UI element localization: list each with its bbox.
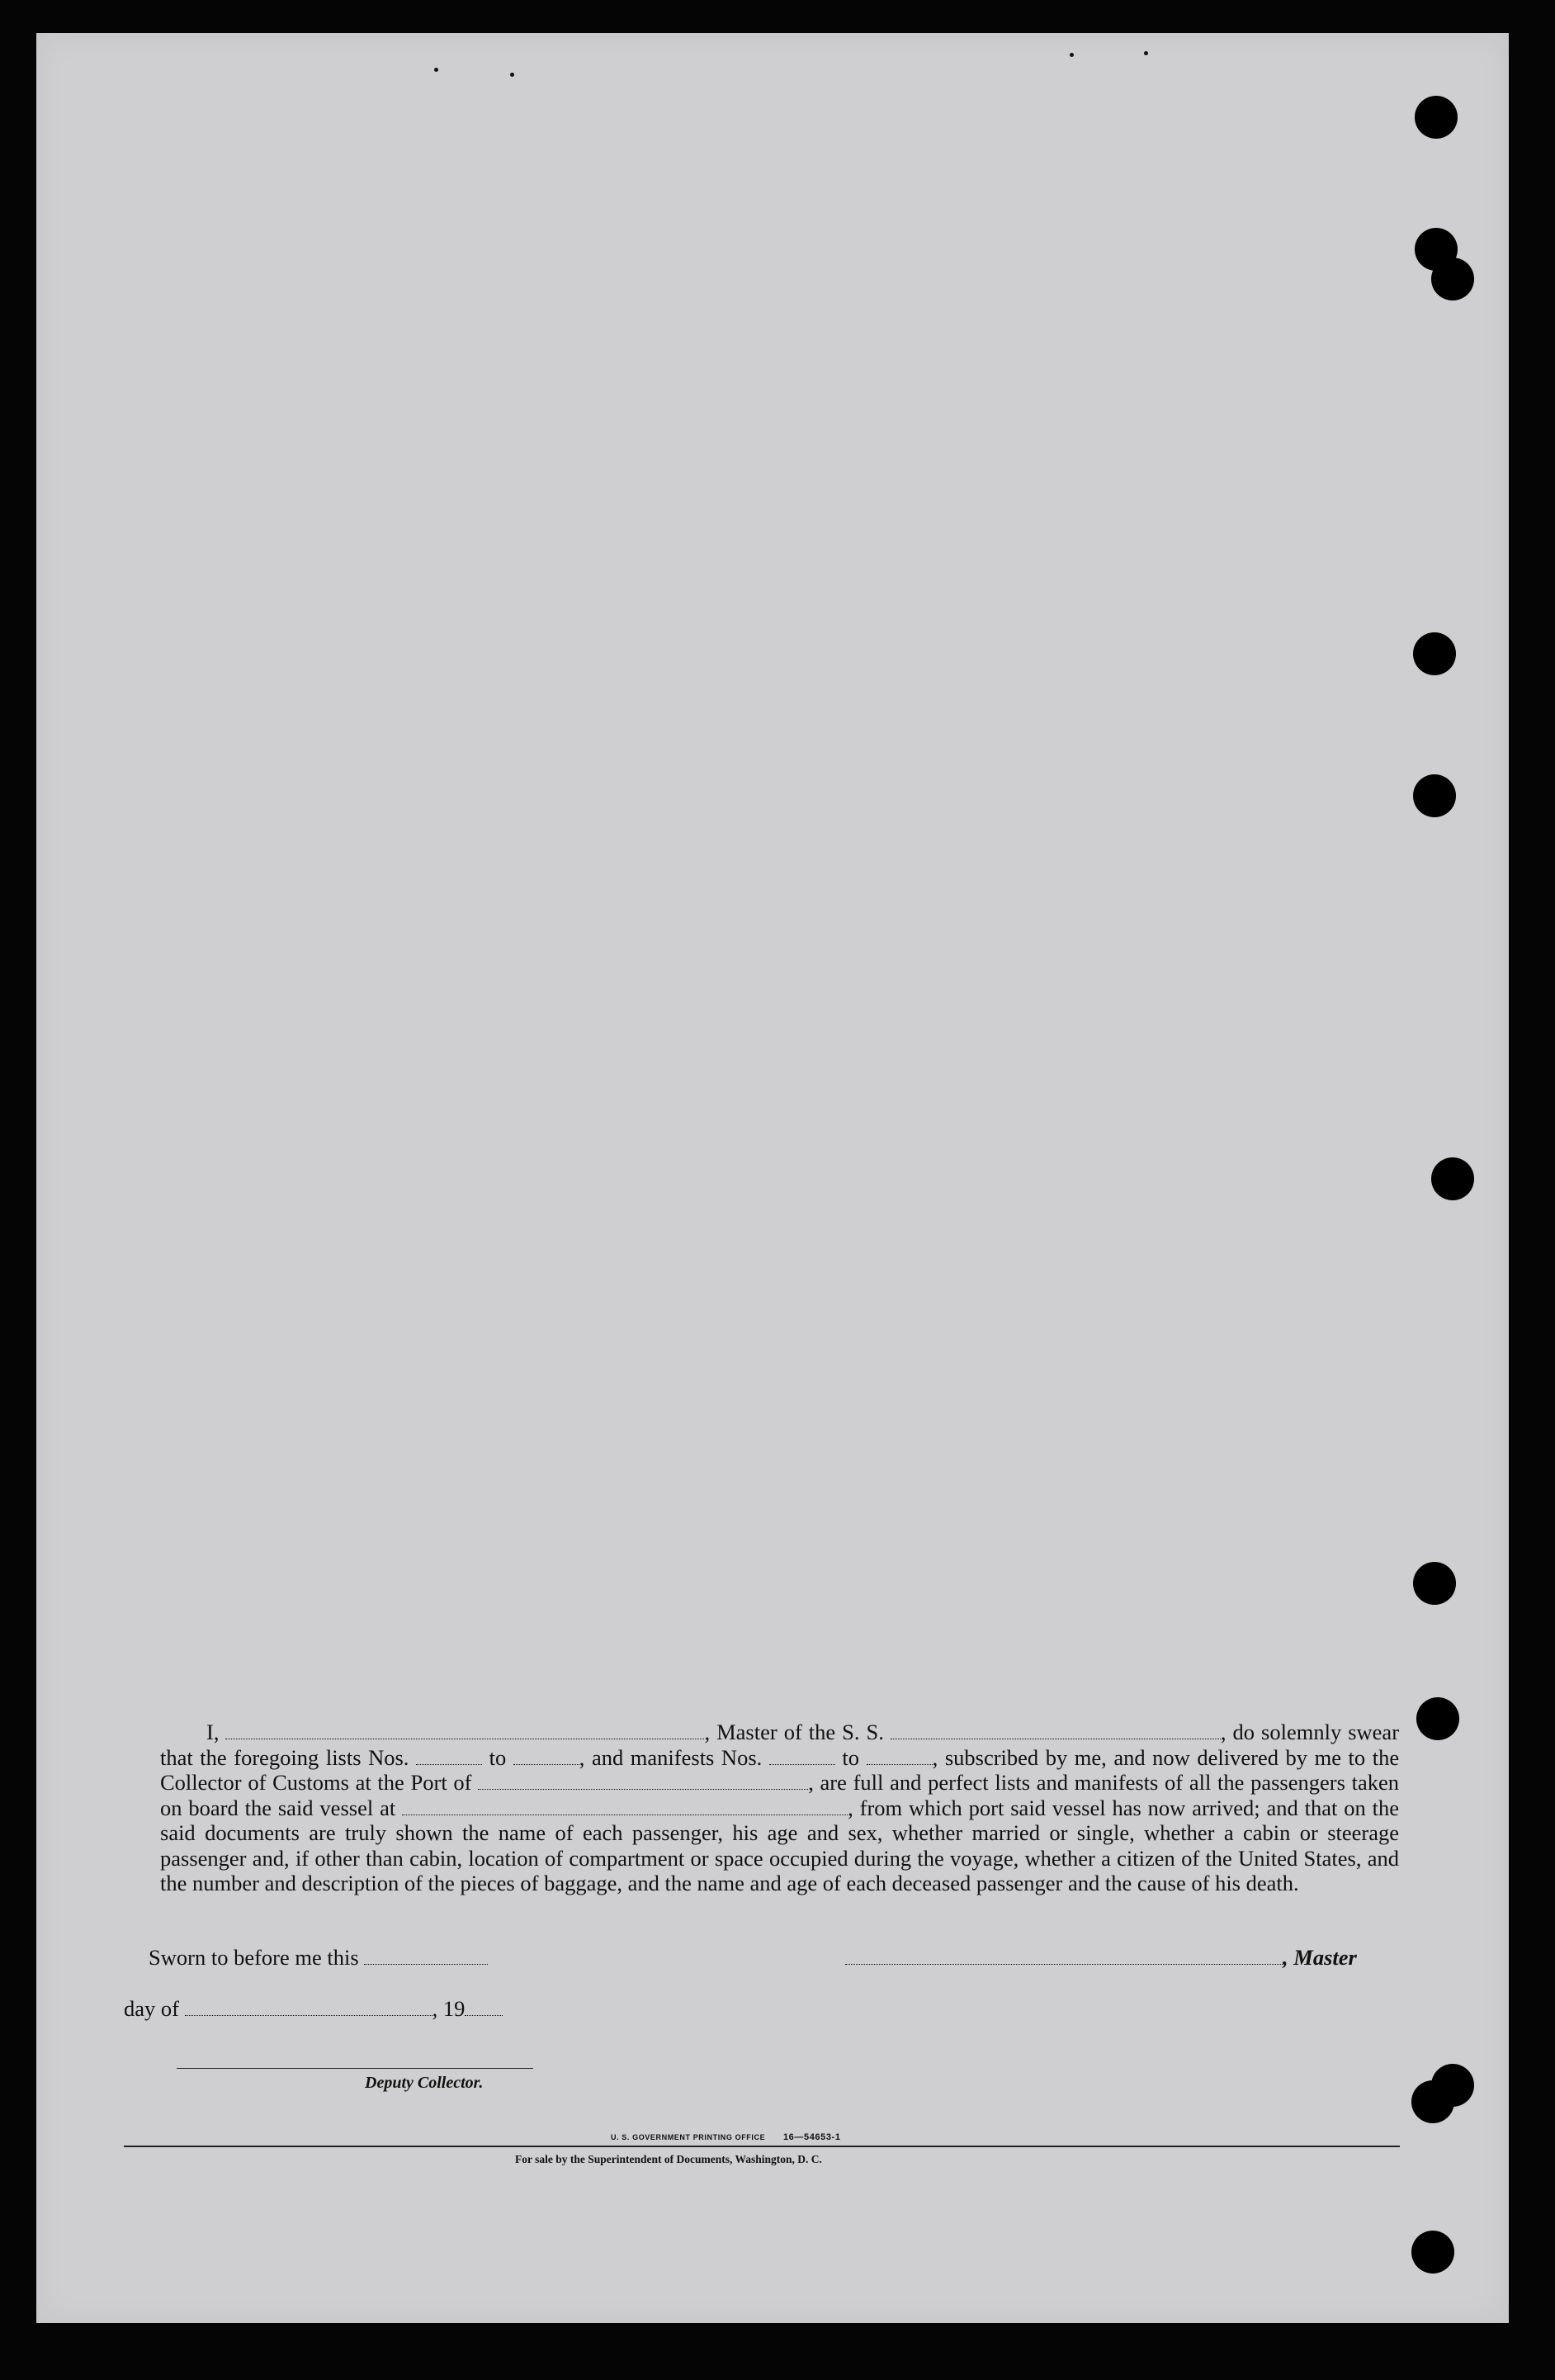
oath-do-solemnly: , do solemnly (1220, 1720, 1342, 1744)
punch-hole-11 (1411, 2231, 1454, 2274)
punch-hole-7 (1413, 1562, 1456, 1605)
oath-manifests-of: manifests of all the passengers taken on board the said vessel at (160, 1770, 1400, 1820)
punch-hole-10 (1411, 2080, 1454, 2123)
punch-hole-4 (1413, 632, 1456, 675)
oath-body: port said vessel has now arrived; and that on the said documents are truly shown the name of each passenger, his age and sex, whether married or single, whether a cabin or steerage passenger and, if other than cabin, location of compartment or space occupied during the voyage, whether a citizen of the United States, and the number and description of the pieces of baggage, and the name and age of each deceased passenger and the cause of his death. (160, 1795, 1400, 1895)
printing-office: U. S. GOVERNMENT PRINTING OFFICE (611, 2133, 766, 2141)
manifest-from-blank (769, 1749, 835, 1765)
day-of-blank (185, 2000, 432, 2016)
sworn-date-blank (364, 1949, 488, 1965)
day-of-label: day of (124, 1996, 179, 2021)
port-blank (478, 1774, 808, 1790)
master-label: , Master (1283, 1945, 1357, 1970)
oath-swear: swear that the foregoing lists Nos. (160, 1720, 1400, 1770)
form-sheet (36, 33, 1509, 2323)
speck (1144, 51, 1148, 55)
sworn-label: Sworn to before me this (149, 1945, 359, 1970)
punch-hole-6 (1431, 1157, 1474, 1200)
master-name-blank (225, 1724, 704, 1739)
year-blank (465, 2000, 503, 2016)
sworn-line (149, 1945, 488, 1971)
master-signature-line (845, 1945, 1357, 1971)
punch-hole-8 (1416, 1697, 1459, 1740)
printing-office-line (611, 2132, 841, 2142)
oath-are-full: , are full and perfect lists and (808, 1770, 1069, 1795)
punch-hole-5 (1413, 774, 1456, 817)
manifest-to-blank (867, 1749, 933, 1765)
oath-paragraph (160, 1720, 1399, 1896)
punch-hole-1 (1415, 96, 1458, 139)
oath-subscribed: , subscribed by me, and now (932, 1744, 1190, 1770)
oath-to-1: to (489, 1744, 507, 1770)
year-prefix: , 19 (432, 1996, 466, 2021)
oath-i-prefix: I, (206, 1720, 220, 1744)
speck (510, 73, 514, 77)
for-sale-line: For sale by the Superintendent of Documents, Washington, D. C. (515, 2153, 822, 2165)
form-number: 16—54653-1 (782, 2132, 841, 2142)
speck (1070, 53, 1074, 57)
list-to-blank (513, 1749, 579, 1765)
deputy-collector-label: Deputy Collector. (365, 2074, 484, 2092)
oath-delivered: delivered by me to the Collector of Customs at the Port of (160, 1744, 1400, 1795)
deputy-signature-rule (177, 2068, 533, 2069)
list-from-blank (416, 1749, 482, 1765)
speck (434, 68, 438, 72)
embark-port-blank (402, 1800, 848, 1815)
vessel-name-blank (891, 1724, 1221, 1739)
oath-from-which: , from which (848, 1795, 962, 1820)
punch-hole-3 (1431, 258, 1474, 300)
day-of-line (124, 1996, 503, 2022)
oath-to-2: to (842, 1744, 860, 1770)
footer-rule (124, 2146, 1400, 2147)
master-signature-blank (845, 1949, 1283, 1965)
oath-master-of: , Master of the S. S. (704, 1720, 884, 1744)
oath-and-manifests: , and manifests Nos. (579, 1744, 763, 1770)
